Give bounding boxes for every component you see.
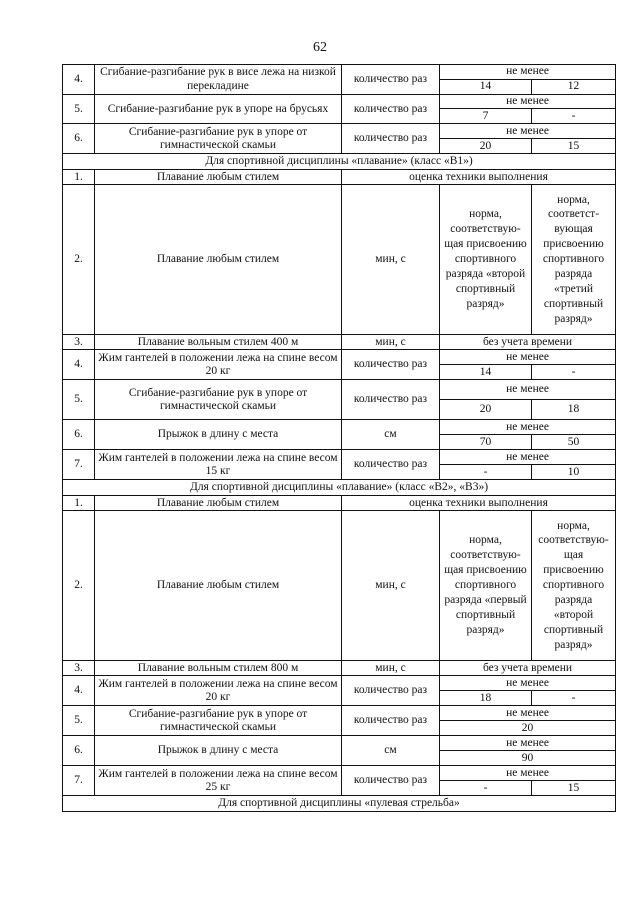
table-row xyxy=(63,736,616,751)
exercise-name: Плавание вольным стилем 400 м xyxy=(95,335,342,350)
row-number: 3. xyxy=(63,661,95,676)
exercise-name: Прыжок в длину с места xyxy=(95,736,342,766)
table-row xyxy=(63,496,616,511)
table-row xyxy=(63,511,616,661)
table-row xyxy=(63,124,616,139)
value-1: - xyxy=(440,465,532,480)
row-number: 1. xyxy=(63,170,95,185)
unit: количество раз xyxy=(342,65,440,95)
exercise-name: Сгибание-разгибание рук в упоре от гимнастической скамьи xyxy=(95,124,342,154)
section-title: Для спортивной дисциплины «плавание» (класс «В1») xyxy=(63,154,616,170)
exercise-name: Сгибание-разгибание рук в висе лежа на низкой перекладине xyxy=(95,65,342,95)
row-number: 6. xyxy=(63,420,95,450)
exercise-name: Плавание любым стилем xyxy=(95,496,342,511)
exercise-name: Жим гантелей в положении лежа на спине весом 20 кг xyxy=(95,350,342,380)
row-number: 5. xyxy=(63,706,95,736)
value-1: - xyxy=(440,781,532,796)
unit: количество раз xyxy=(342,380,440,420)
norm-header: не менее xyxy=(440,766,616,781)
value-2: 18 xyxy=(532,400,616,420)
row-number: 5. xyxy=(63,380,95,420)
evaluation-text: без учета времени xyxy=(440,335,616,350)
value-2: - xyxy=(532,691,616,706)
row-number: 7. xyxy=(63,450,95,480)
row-number: 4. xyxy=(63,65,95,95)
value-2: - xyxy=(532,365,616,380)
value-1: 14 xyxy=(440,80,532,95)
row-number: 2. xyxy=(63,511,95,661)
norm-header: не менее xyxy=(440,95,616,109)
norm-header: не менее xyxy=(440,350,616,365)
norm-header: не менее xyxy=(440,736,616,751)
row-number: 4. xyxy=(63,350,95,380)
norm-header: не менее xyxy=(440,676,616,691)
exercise-name: Сгибание-разгибание рук в упоре от гимнастической скамьи xyxy=(95,380,342,420)
norm-header: не менее xyxy=(440,380,616,400)
table-row xyxy=(63,185,616,335)
exercise-name: Прыжок в длину с места xyxy=(95,420,342,450)
row-number: 3. xyxy=(63,335,95,350)
table-row xyxy=(63,95,616,109)
unit: количество раз xyxy=(342,124,440,154)
norm-header: не менее xyxy=(440,450,616,465)
unit: см xyxy=(342,420,440,450)
table-row xyxy=(63,335,616,350)
exercise-name: Плавание любым стилем xyxy=(95,170,342,185)
unit: см xyxy=(342,736,440,766)
exercise-name: Жим гантелей в положении лежа на спине весом 15 кг xyxy=(95,450,342,480)
exercise-name: Жим гантелей в положении лежа на спине весом 20 кг xyxy=(95,676,342,706)
value-2: 50 xyxy=(532,435,616,450)
unit: количество раз xyxy=(342,676,440,706)
value-2: 12 xyxy=(532,80,616,95)
norm-header: не менее xyxy=(440,65,616,80)
exercise-name: Плавание любым стилем xyxy=(95,185,342,335)
unit: мин, с xyxy=(342,661,440,676)
value-1: 70 xyxy=(440,435,532,450)
norm-header: не менее xyxy=(440,124,616,139)
table-row xyxy=(63,676,616,691)
table-row xyxy=(63,706,616,721)
exercise-name: Жим гантелей в положении лежа на спине весом 25 кг xyxy=(95,766,342,796)
evaluation-text: оценка техники выполнения xyxy=(342,170,616,185)
page-number: 62 xyxy=(313,40,327,55)
standards-table xyxy=(62,64,616,812)
norm-description-1: норма, соответствую-щая присвоению спортивного разряда «второй спортивный разряд» xyxy=(440,185,532,335)
unit: количество раз xyxy=(342,766,440,796)
value: 90 xyxy=(440,751,616,766)
exercise-name: Плавание любым стилем xyxy=(95,511,342,661)
section-title: Для спортивной дисциплины «плавание» (класс «В2», «В3») xyxy=(63,480,616,496)
table-row xyxy=(63,350,616,365)
row-number: 1. xyxy=(63,496,95,511)
unit: количество раз xyxy=(342,95,440,124)
norm-description-1: норма, соответствую-щая присвоению спортивного разряда «первый спортивный разряд» xyxy=(440,511,532,661)
exercise-name: Сгибание-разгибание рук в упоре от гимнастической скамьи xyxy=(95,706,342,736)
value-2: 15 xyxy=(532,139,616,154)
value-1: 20 xyxy=(440,139,532,154)
section-header-row xyxy=(63,796,616,812)
exercise-name: Плавание вольным стилем 800 м xyxy=(95,661,342,676)
unit: количество раз xyxy=(342,450,440,480)
norm-description-2: норма, соответствую-щая присвоению спортивного разряда «второй спортивный разряд» xyxy=(532,511,616,661)
evaluation-text: без учета времени xyxy=(440,661,616,676)
table-row xyxy=(63,65,616,80)
table-row xyxy=(63,450,616,465)
unit: мин, с xyxy=(342,185,440,335)
value-2: - xyxy=(532,109,616,124)
section-header-row xyxy=(63,480,616,496)
table-row xyxy=(63,420,616,435)
table-row xyxy=(63,766,616,781)
unit: количество раз xyxy=(342,350,440,380)
table-row xyxy=(63,661,616,676)
norm-header: не менее xyxy=(440,706,616,721)
value-1: 14 xyxy=(440,365,532,380)
unit: мин, с xyxy=(342,335,440,350)
unit: количество раз xyxy=(342,706,440,736)
norm-description-2: норма, соответст-вующая присвоению спортивного разряда «третий спортивный разряд» xyxy=(532,185,616,335)
row-number: 6. xyxy=(63,124,95,154)
unit: мин, с xyxy=(342,511,440,661)
value-1: 7 xyxy=(440,109,532,124)
row-number: 5. xyxy=(63,95,95,124)
value: 20 xyxy=(440,721,616,736)
exercise-name: Сгибание-разгибание рук в упоре на брусьях xyxy=(95,95,342,124)
row-number: 2. xyxy=(63,185,95,335)
row-number: 4. xyxy=(63,676,95,706)
row-number: 7. xyxy=(63,766,95,796)
norm-header: не менее xyxy=(440,420,616,435)
value-2: 15 xyxy=(532,781,616,796)
row-number: 6. xyxy=(63,736,95,766)
table-row xyxy=(63,380,616,400)
evaluation-text: оценка техники выполнения xyxy=(342,496,616,511)
table-row xyxy=(63,170,616,185)
section-title: Для спортивной дисциплины «пулевая стрельба» xyxy=(63,796,616,812)
value-1: 18 xyxy=(440,691,532,706)
value-2: 10 xyxy=(532,465,616,480)
section-header-row xyxy=(63,154,616,170)
value-1: 20 xyxy=(440,400,532,420)
